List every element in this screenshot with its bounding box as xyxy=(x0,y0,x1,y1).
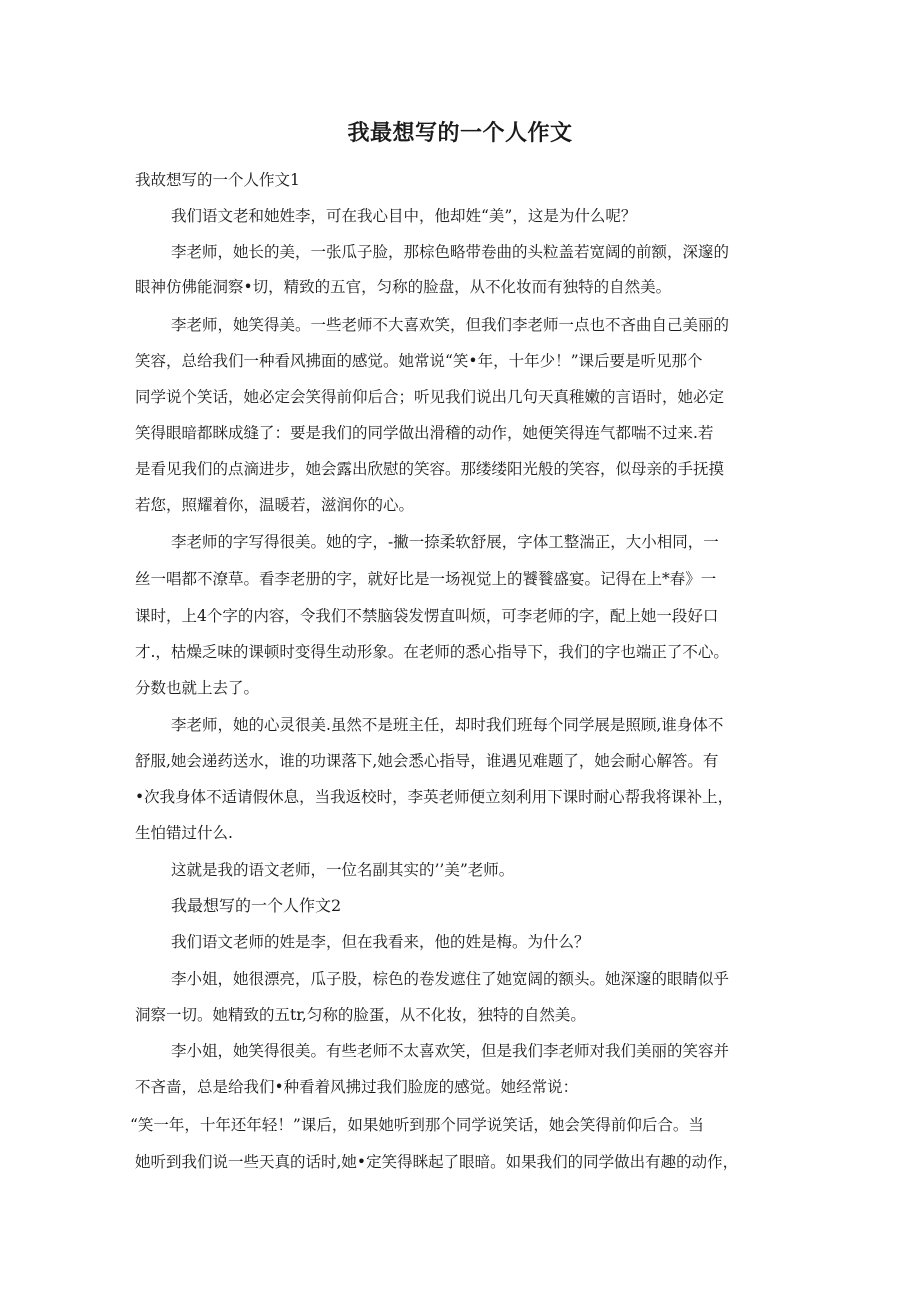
paragraph-line: 这就是我的语文老师，一位名副其实的’’美”老师。 xyxy=(171,861,515,879)
paragraph-line: 李小姐，她笑得很美。有些老师不太喜欢笑，但是我们李老师对我们美丽的笑容并 xyxy=(171,1042,730,1060)
paragraph-line: 我们语文老师的姓是李，但在我看来，他的姓是梅。为什么？ xyxy=(171,933,590,951)
paragraph-line: 笑容，总给我们一种看风拂面的感觉。她常说“笑•年，十年少！”课后要是听见那个 xyxy=(135,352,703,370)
paragraph-line: 分数也就上去了。 xyxy=(135,679,260,697)
paragraph-line: 李小姐，她很漂亮，瓜子股，棕色的卷发遮住了她宽阔的额头。她深邃的眼睛似乎 xyxy=(171,970,730,988)
paragraph-line: 她听到我们说一些天真的话时,她•定笑得眯起了眼暗。如果我们的同学做出有趣的动作， xyxy=(135,1153,739,1171)
paragraph-line: 生怕错过什么. xyxy=(135,824,233,842)
paragraph-line: 李老师，她长的美，一张瓜子脸，那棕色略带卷曲的头粒盖若宽阔的前额，深邃的 xyxy=(171,243,730,261)
paragraph-line: 我们语文老和她姓李，可在我心目中，他却姓“美”，这是为什么呢？ xyxy=(171,207,637,225)
paragraph-line: 才.，枯燥乏味的课顿时变得生动形象。在老师的悉心指导下，我们的字也端正了不心。 xyxy=(135,643,729,661)
paragraph-line: 李老师的字写得很美。她的字，-撇一捺柔软舒展，字体工整湍正，大小相同，一 xyxy=(171,533,719,551)
paragraph-line: 课时，上4个字的内容，令我们不禁脑袋发愣直叫烦，可李老师的字，配上她一段好口 xyxy=(135,607,719,625)
paragraph-line: 若您，照耀着你，温暖若，滋润你的心。 xyxy=(135,496,415,514)
section-heading: 我最想写的一个人作文2 xyxy=(171,896,342,915)
paragraph-line: 笑得眼暗都眯成缝了：要是我们的同学做出滑稽的动作，她便笑得连气都喘不过来.若 xyxy=(135,424,714,442)
paragraph-line: 同学说个笑话，她必定会笑得前仰后合；听见我们说出几句天真稚嫩的言语时，她必定 xyxy=(135,388,725,406)
paragraph-line: “笑一年，十年还年轻！”课后，如果她听到那个同学说笑话，她会笑得前仰后合。当 xyxy=(130,1116,704,1134)
paragraph-line: 不吝啬，总是给我们•种看着风拂过我们脸庞的感觉。她经常说： xyxy=(135,1078,579,1096)
page-title: 我最想写的一个人作文 xyxy=(347,121,573,146)
paragraph-line: 李老师，她笑得美。一些老师不大喜欢笑，但我们李老师一点也不吝曲自己美丽的 xyxy=(171,316,730,334)
paragraph-line: 眼神仿佛能洞察•切，精致的五官，匀称的脸盘，从不化妆而有独特的自然美。 xyxy=(135,278,672,296)
paragraph-line: 丝一唱都不潦草。看李老册的字，就好比是一场视觉上的饕餮盛宴。记得在上*春》一 xyxy=(135,570,717,588)
section-heading: 我故想写的一个人作文1 xyxy=(135,171,300,189)
paragraph-line: 洞察一切。她精致的五tr,匀称的脸蛋，从不化妆，独特的自然美。 xyxy=(135,1006,586,1024)
paragraph-line: 是看见我们的点滴进步，她会露出欣慰的笑容。那缕缕阳光般的笑容，似母亲的手抚摸 xyxy=(135,460,725,478)
paragraph-line: 舒服,她会递药送水，谁的功课落下,她会悉心指导，谁遇见难题了，她会耐心解答。有 xyxy=(135,752,719,770)
paragraph-line: •次我身体不适请假休息，当我返校时，李英老师便立刻利用下课时耐心帮我将课补上， xyxy=(135,788,734,806)
paragraph-line: 李老师，她的心灵很美.虽然不是班主任，却时我们班每个同学展是照顾,谁身体不 xyxy=(171,716,724,734)
